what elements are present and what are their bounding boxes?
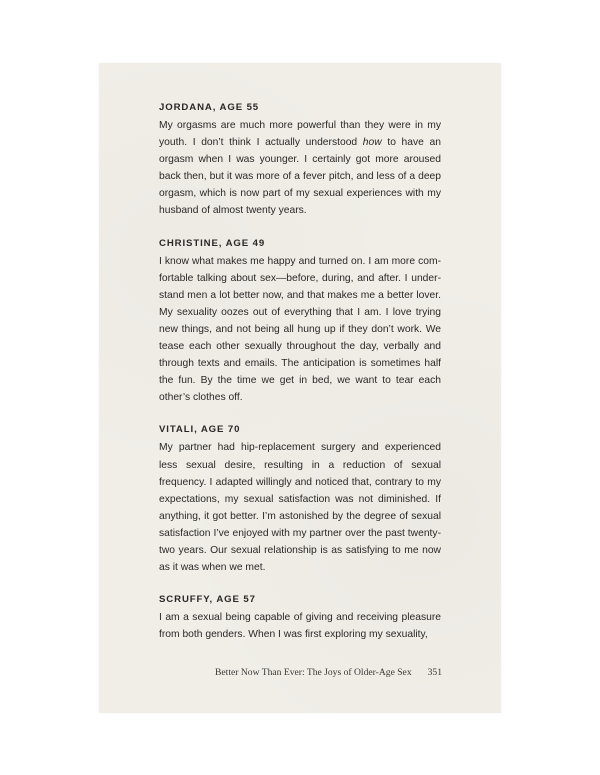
page-footer (215, 667, 471, 678)
entry-heading: VITALI, AGE 70 (159, 424, 241, 436)
book-page (99, 63, 501, 713)
entry-heading: JORDANA, AGE 55 (159, 102, 260, 113)
testimonial-entry (159, 423, 441, 576)
entry-body: I know what makes me happy and turned on. I am more comfortable talking about sex—before, during, and after. I understand men a lot better now, and that makes me a better lover. My sexuality oozes out of everything that I am. I love trying new things, and not being all hung up if they don’t work. We tease each other sexually throughout the day, verbally and through texts and emails. The anticipation is sometimes half the fun. By the time we get in bed, we want to tear each other’s clothes off. (159, 255, 441, 404)
entry-body: I am a sexual being capable of giving and receiving pleasure from both genders. When I was first exploring my sexuality, (159, 612, 441, 641)
entry-body: My orgasms are much more powerful than they were in my youth. I don’t think I actually understood how to have an orgasm when I was younger. I certainly got more aroused back then, but it was more of a fever pitch, and less of a deep orgasm, which is now part of my sexual experiences with my husband of almost twenty years. (159, 120, 441, 217)
testimonial-entry (159, 101, 441, 220)
running-title: Better Now Than Ever: The Joys of Older-Age Sex (215, 667, 412, 678)
entry-heading: CHRISTINE, AGE 49 (159, 237, 266, 249)
page-content (159, 101, 441, 660)
entry-body: My partner had hip-replacement surgery and experienced less sexual desire, resulting in a reduction of sexual frequency. I adapted willingly and noticed that, contrary to my expectations, my sexual satisfaction was not diminished. If anything, it got better. I’m astonished by the degree of sexual satisfaction I’ve enjoyed with my partner over the past twenty-two years. Our sexual relationship is as satisfying to me now as it was when we met. (159, 442, 441, 574)
entry-heading: SCRUFFY, AGE 57 (159, 594, 256, 606)
testimonial-entry (159, 593, 441, 643)
testimonial-entry (159, 237, 441, 407)
page-number: 351 (427, 667, 443, 678)
